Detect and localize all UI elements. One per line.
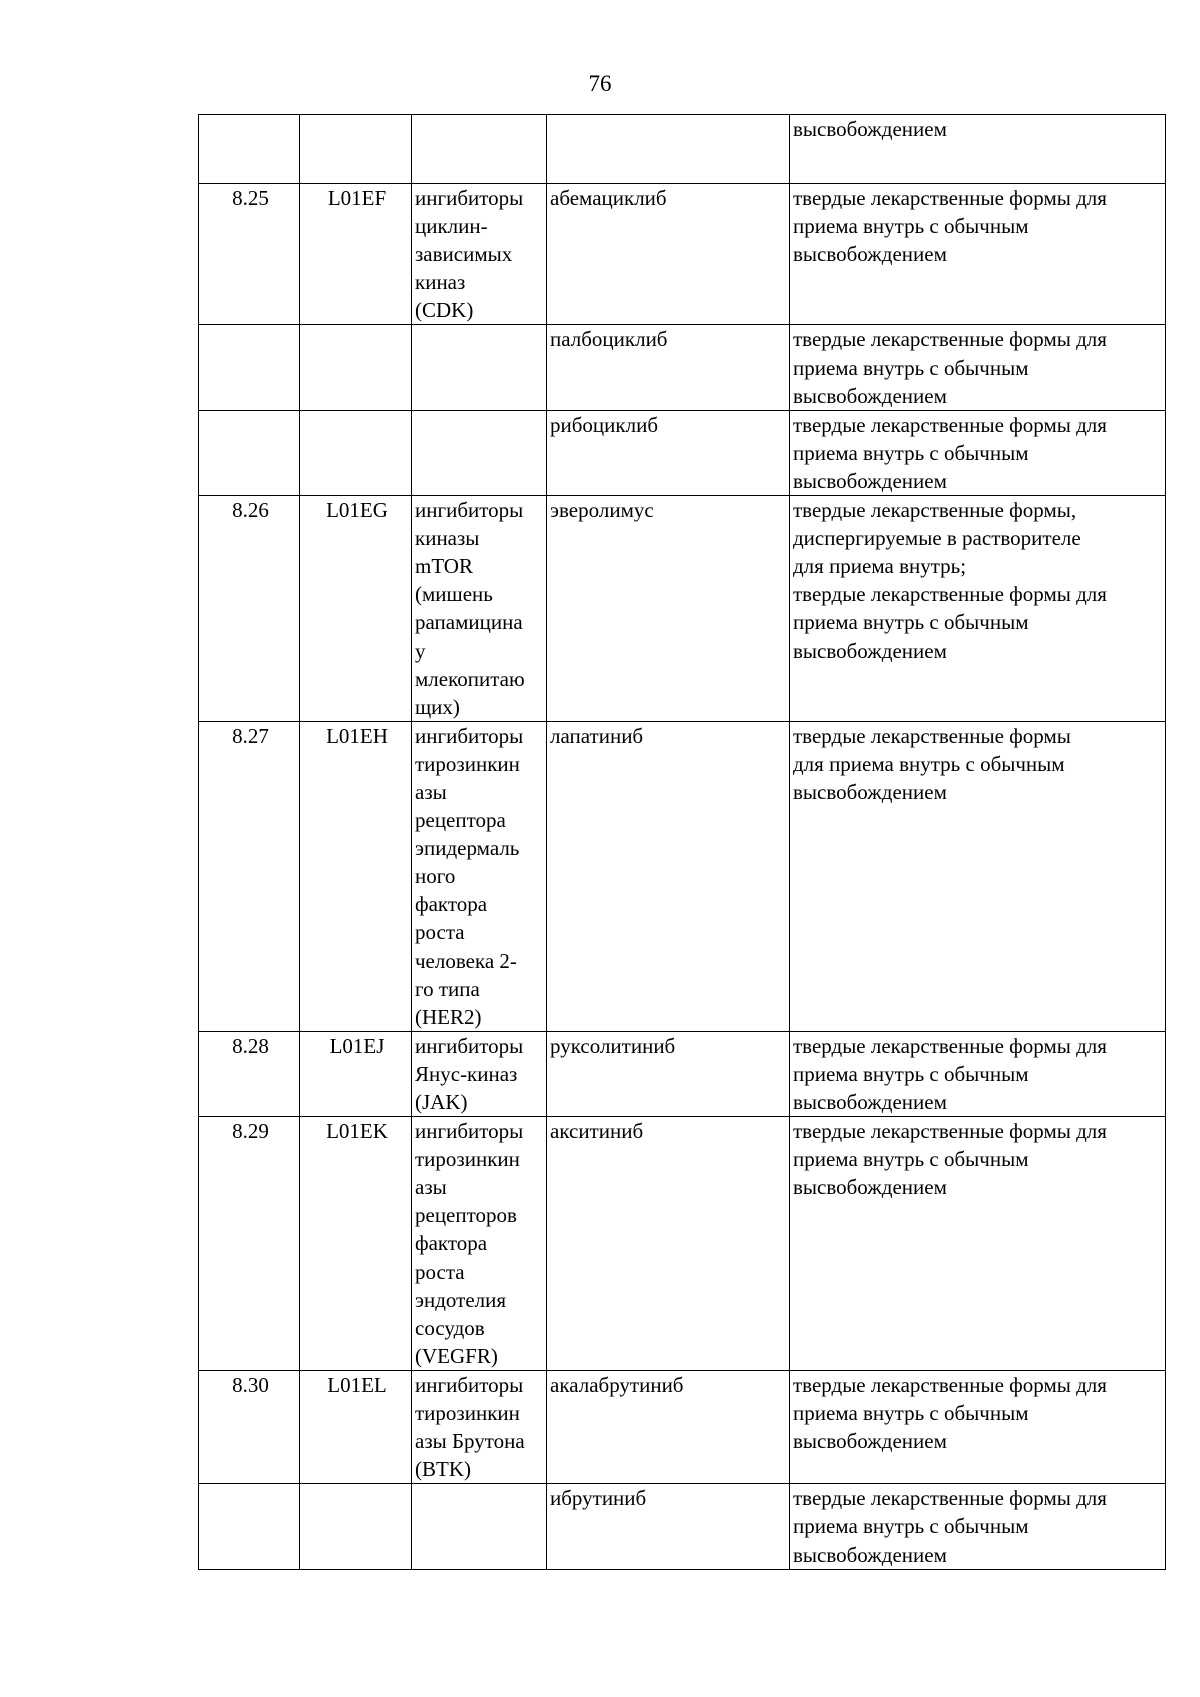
cell-drug-name: руксолитиниб (547, 1031, 790, 1116)
table-row (199, 721, 1166, 1031)
cell-drug-name: рибоциклиб (547, 410, 790, 495)
cell-drug-name (547, 115, 790, 184)
cell-dosage-form: твердые лекарственные формы для приема внутрь с обычным высвобождением (790, 721, 1166, 1031)
cell-drug-name: акалабрутиниб (547, 1370, 790, 1483)
cell-group: ингибиторы тирозинкин азы Брутона (BTK) (412, 1370, 547, 1483)
table-row (199, 1031, 1166, 1116)
cell-number (199, 410, 300, 495)
cell-dosage-form: высвобождением (790, 115, 1166, 184)
table-row (199, 325, 1166, 410)
page-number: 76 (588, 71, 612, 96)
cell-group: ингибиторы тирозинкин азы рецептора эпидермаль ного фактора роста человека 2- го типа (HER2) (412, 721, 547, 1031)
cell-group: ингибиторы Янус-киназ (JAK) (412, 1031, 547, 1116)
table-row (199, 1370, 1166, 1483)
cell-number (199, 325, 300, 410)
cell-atc-code: L01EJ (300, 1031, 412, 1116)
cell-dosage-form: твердые лекарственные формы для приема внутрь с обычным высвобождением (790, 1117, 1166, 1371)
cell-atc-code: L01EK (300, 1117, 412, 1371)
drug-table (198, 114, 1166, 1570)
cell-number: 8.27 (199, 721, 300, 1031)
cell-number: 8.30 (199, 1370, 300, 1483)
cell-number: 8.28 (199, 1031, 300, 1116)
cell-drug-name: палбоциклиб (547, 325, 790, 410)
cell-number: 8.29 (199, 1117, 300, 1371)
cell-number (199, 115, 300, 184)
table-row (199, 1484, 1166, 1569)
cell-drug-name: абемациклиб (547, 184, 790, 325)
cell-atc-code: L01EF (300, 184, 412, 325)
cell-group (412, 1484, 547, 1569)
cell-atc-code: L01EH (300, 721, 412, 1031)
table-row (199, 410, 1166, 495)
cell-drug-name: акситиниб (547, 1117, 790, 1371)
cell-drug-name: лапатиниб (547, 721, 790, 1031)
cell-drug-name: ибрутиниб (547, 1484, 790, 1569)
cell-group: ингибиторы киназы mTOR (мишень рапамицина у млекопитаю щих) (412, 496, 547, 722)
cell-drug-name: эверолимус (547, 496, 790, 722)
cell-number: 8.26 (199, 496, 300, 722)
table-row (199, 115, 1166, 184)
cell-number (199, 1484, 300, 1569)
cell-group: ингибиторы тирозинкин азы рецепторов фактора роста эндотелия сосудов (VEGFR) (412, 1117, 547, 1371)
cell-atc-code: L01EG (300, 496, 412, 722)
cell-atc-code (300, 410, 412, 495)
cell-atc-code (300, 115, 412, 184)
cell-group (412, 325, 547, 410)
cell-group (412, 115, 547, 184)
table-row (199, 496, 1166, 722)
cell-group (412, 410, 547, 495)
cell-dosage-form: твердые лекарственные формы для приема внутрь с обычным высвобождением (790, 1031, 1166, 1116)
table-row (199, 184, 1166, 325)
cell-dosage-form: твердые лекарственные формы для приема внутрь с обычным высвобождением (790, 325, 1166, 410)
cell-atc-code (300, 1484, 412, 1569)
cell-group: ингибиторы циклин- зависимых киназ (CDK) (412, 184, 547, 325)
cell-dosage-form: твердые лекарственные формы, диспергируемые в растворителе для приема внутрь; твердые лекарственные формы для приема внутрь с обычным высвобождением (790, 496, 1166, 722)
cell-number: 8.25 (199, 184, 300, 325)
cell-atc-code (300, 325, 412, 410)
cell-dosage-form: твердые лекарственные формы для приема внутрь с обычным высвобождением (790, 1484, 1166, 1569)
cell-atc-code: L01EL (300, 1370, 412, 1483)
cell-dosage-form: твердые лекарственные формы для приема внутрь с обычным высвобождением (790, 410, 1166, 495)
table-row (199, 1117, 1166, 1371)
cell-dosage-form: твердые лекарственные формы для приема внутрь с обычным высвобождением (790, 1370, 1166, 1483)
cell-dosage-form: твердые лекарственные формы для приема внутрь с обычным высвобождением (790, 184, 1166, 325)
